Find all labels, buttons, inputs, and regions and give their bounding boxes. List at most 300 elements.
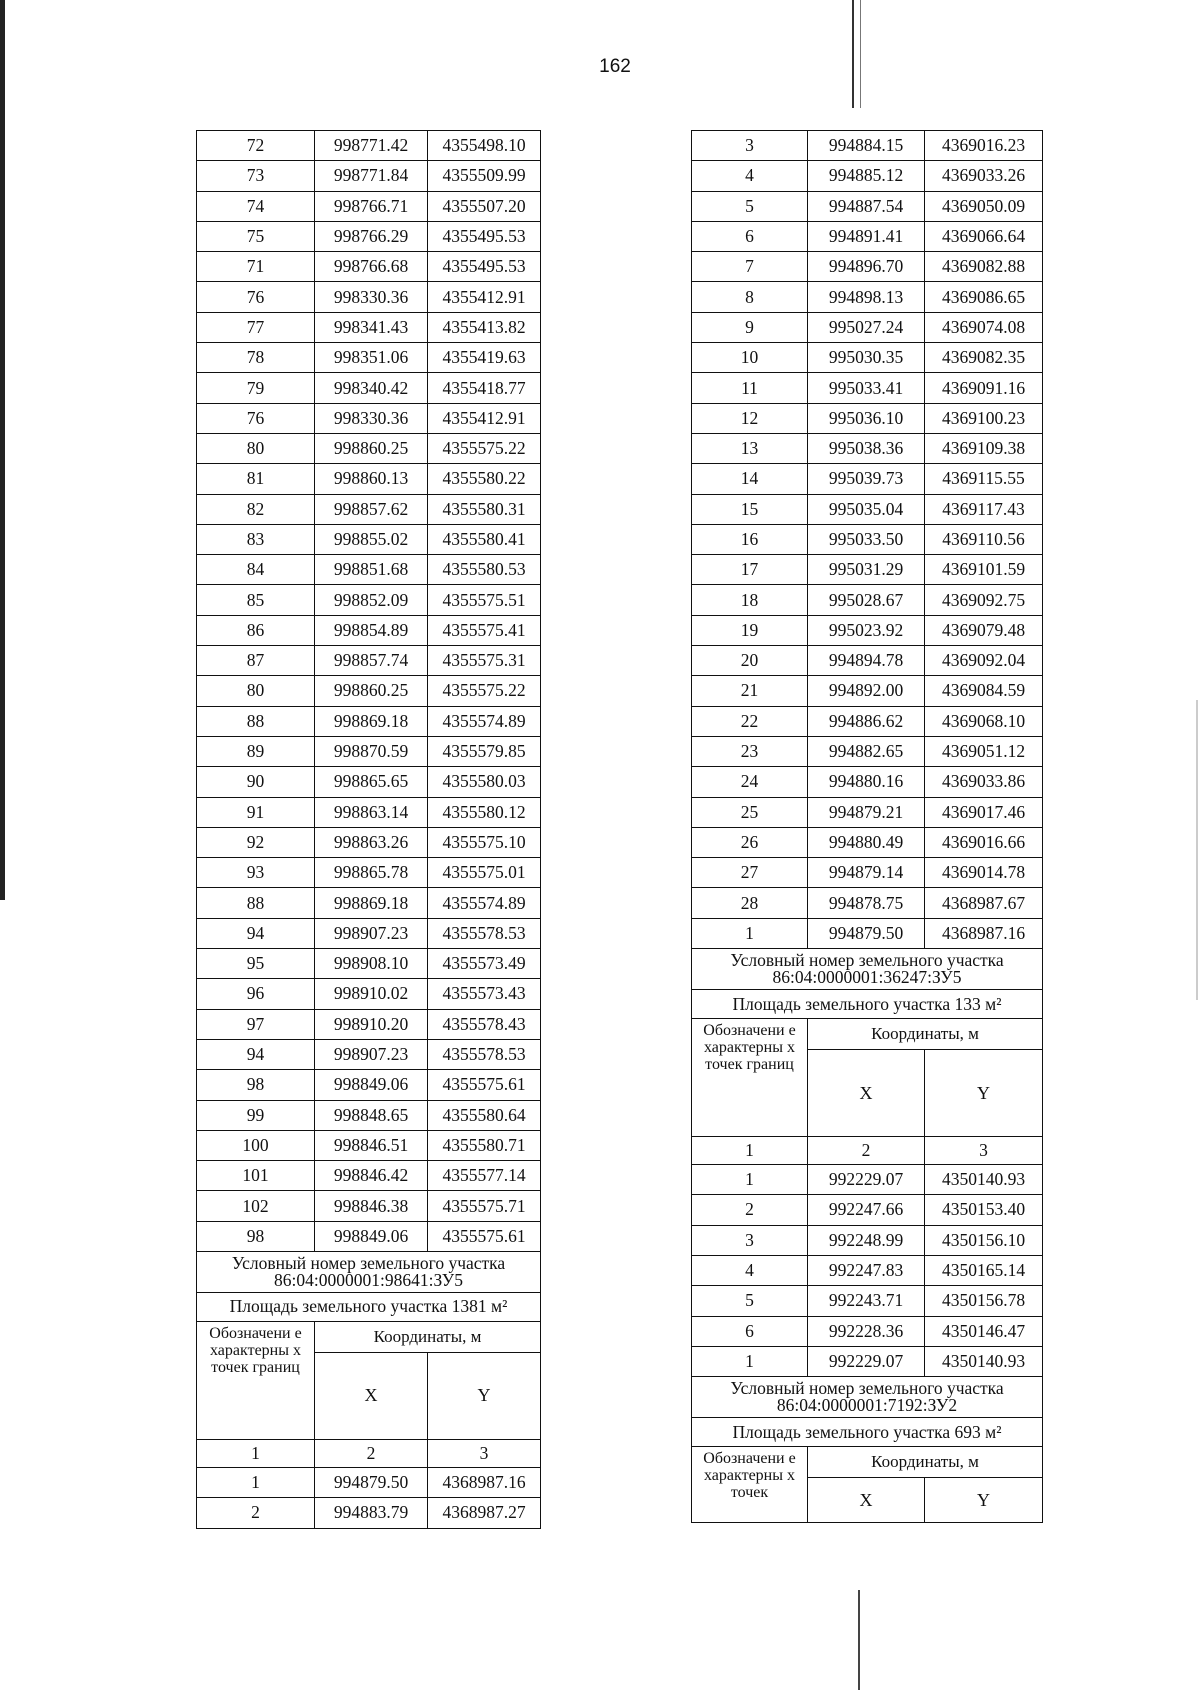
point-number: 1 xyxy=(197,1467,315,1497)
y-coordinate: 4355575.41 xyxy=(428,615,541,645)
y-coordinate: 4355578.53 xyxy=(428,918,541,948)
y-coordinate: 4355580.71 xyxy=(428,1130,541,1160)
table-row xyxy=(197,1191,541,1221)
header-designation: Обозначени е характерны х точек границ xyxy=(197,1321,315,1439)
parcel-zu5-36247-body xyxy=(692,1165,1043,1377)
point-number: 72 xyxy=(197,131,315,161)
y-coordinate: 4355412.91 xyxy=(428,282,541,312)
table-row xyxy=(197,1467,541,1497)
x-coordinate: 994894.78 xyxy=(808,646,925,676)
x-coordinate: 995038.36 xyxy=(808,433,925,463)
y-coordinate: 4369017.46 xyxy=(925,797,1043,827)
y-coordinate: 4369033.86 xyxy=(925,767,1043,797)
point-number: 83 xyxy=(197,524,315,554)
y-coordinate: 4369016.66 xyxy=(925,827,1043,857)
point-number: 95 xyxy=(197,949,315,979)
x-coordinate: 998857.62 xyxy=(315,494,428,524)
table-row xyxy=(197,555,541,585)
y-coordinate: 4369109.38 xyxy=(925,433,1043,463)
y-coordinate: 4355575.51 xyxy=(428,585,541,615)
y-coordinate: 4355495.53 xyxy=(428,252,541,282)
y-coordinate: 4369110.56 xyxy=(925,524,1043,554)
table-row xyxy=(197,1498,541,1528)
y-coordinate: 4355575.01 xyxy=(428,858,541,888)
x-coordinate: 995030.35 xyxy=(808,343,925,373)
point-number: 11 xyxy=(692,373,808,403)
table-row xyxy=(197,736,541,766)
table-row xyxy=(692,1165,1043,1195)
point-number: 81 xyxy=(197,464,315,494)
table-row xyxy=(197,161,541,191)
point-number: 85 xyxy=(197,585,315,615)
y-coordinate: 4350146.47 xyxy=(925,1316,1043,1346)
point-number: 13 xyxy=(692,433,808,463)
point-number: 18 xyxy=(692,585,808,615)
header-coordinates: Координаты, м xyxy=(808,1447,1043,1478)
point-number: 9 xyxy=(692,312,808,342)
x-coordinate: 994879.14 xyxy=(808,858,925,888)
point-number: 1 xyxy=(692,1346,808,1376)
y-coordinate: 4355580.22 xyxy=(428,464,541,494)
x-coordinate: 998330.36 xyxy=(315,403,428,433)
x-coordinate: 998846.38 xyxy=(315,1191,428,1221)
point-number: 25 xyxy=(692,797,808,827)
x-coordinate: 995039.73 xyxy=(808,464,925,494)
table-row xyxy=(197,373,541,403)
parcel-area-row xyxy=(197,1292,541,1321)
x-coordinate: 998846.42 xyxy=(315,1161,428,1191)
y-coordinate: 4369068.10 xyxy=(925,706,1043,736)
y-coordinate: 4355575.71 xyxy=(428,1191,541,1221)
table-row xyxy=(197,979,541,1009)
table-row xyxy=(197,767,541,797)
table-row xyxy=(197,646,541,676)
x-coordinate: 995028.67 xyxy=(808,585,925,615)
page-number: 162 xyxy=(599,56,631,77)
x-coordinate: 998846.51 xyxy=(315,1130,428,1160)
table-row xyxy=(692,221,1043,251)
table-row xyxy=(692,282,1043,312)
y-coordinate: 4368987.16 xyxy=(428,1467,541,1497)
y-coordinate: 4369050.09 xyxy=(925,191,1043,221)
scan-binding-line-top xyxy=(852,0,854,108)
y-coordinate: 4355507.20 xyxy=(428,191,541,221)
column-numbers-row xyxy=(692,1137,1043,1165)
point-number: 6 xyxy=(692,1316,808,1346)
parcel-zu5-98641-body xyxy=(197,1467,541,1528)
y-coordinate: 4355509.99 xyxy=(428,161,541,191)
left-coordinates-table xyxy=(196,130,541,1529)
y-coordinate: 4355580.12 xyxy=(428,797,541,827)
y-coordinate: 4369091.16 xyxy=(925,373,1043,403)
x-coordinate: 992248.99 xyxy=(808,1225,925,1255)
table-row xyxy=(197,433,541,463)
x-coordinate: 994883.79 xyxy=(315,1498,428,1528)
x-coordinate: 995027.24 xyxy=(808,312,925,342)
point-number: 86 xyxy=(197,615,315,645)
y-coordinate: 4350156.10 xyxy=(925,1225,1043,1255)
table-row xyxy=(692,131,1043,161)
y-coordinate: 4350140.93 xyxy=(925,1346,1043,1376)
x-coordinate: 995033.41 xyxy=(808,373,925,403)
scan-edge-left xyxy=(0,0,5,900)
table-row xyxy=(692,706,1043,736)
x-coordinate: 998848.65 xyxy=(315,1100,428,1130)
parcel-zu2-7192-section xyxy=(692,1377,1043,1523)
table-row xyxy=(692,1225,1043,1255)
x-coordinate: 998766.68 xyxy=(315,252,428,282)
parcel-area: Площадь земельного участка 1381 м² xyxy=(197,1292,541,1321)
x-coordinate: 994882.65 xyxy=(808,736,925,766)
point-number: 78 xyxy=(197,343,315,373)
table-row xyxy=(197,524,541,554)
x-coordinate: 994887.54 xyxy=(808,191,925,221)
x-coordinate: 995036.10 xyxy=(808,403,925,433)
point-number: 96 xyxy=(197,979,315,1009)
point-number: 6 xyxy=(692,221,808,251)
y-coordinate: 4355580.64 xyxy=(428,1100,541,1130)
table-row xyxy=(692,585,1043,615)
table-row xyxy=(197,1009,541,1039)
point-number: 27 xyxy=(692,858,808,888)
point-number: 90 xyxy=(197,767,315,797)
table-row xyxy=(197,1161,541,1191)
y-coordinate: 4355580.03 xyxy=(428,767,541,797)
table-row xyxy=(692,555,1043,585)
table-row xyxy=(197,949,541,979)
table-row xyxy=(692,827,1043,857)
parcel-caption: Условный номер земельного участка 86:04:0000001:98641:ЗУ5 xyxy=(197,1251,541,1292)
point-number: 94 xyxy=(197,918,315,948)
left-coordinates-body xyxy=(197,131,541,1252)
table-row xyxy=(692,1346,1043,1376)
header-x: X xyxy=(808,1050,925,1137)
table-row xyxy=(692,1316,1043,1346)
table-row xyxy=(197,252,541,282)
parcel-caption-row xyxy=(197,1251,541,1292)
x-coordinate: 998865.65 xyxy=(315,767,428,797)
right-coordinates-body xyxy=(692,131,1043,949)
y-coordinate: 4355580.31 xyxy=(428,494,541,524)
point-number: 98 xyxy=(197,1070,315,1100)
x-coordinate: 992247.83 xyxy=(808,1255,925,1285)
point-number: 3 xyxy=(692,1225,808,1255)
x-coordinate: 994879.50 xyxy=(808,918,925,948)
point-number: 92 xyxy=(197,827,315,857)
x-coordinate: 998860.13 xyxy=(315,464,428,494)
right-coordinates-table xyxy=(691,130,1043,1523)
x-coordinate: 998766.71 xyxy=(315,191,428,221)
table-row xyxy=(197,282,541,312)
point-number: 16 xyxy=(692,524,808,554)
x-coordinate: 992229.07 xyxy=(808,1346,925,1376)
y-coordinate: 4355418.77 xyxy=(428,373,541,403)
y-coordinate: 4355574.89 xyxy=(428,888,541,918)
point-number: 82 xyxy=(197,494,315,524)
y-coordinate: 4369079.48 xyxy=(925,615,1043,645)
table-row xyxy=(692,252,1043,282)
table-row xyxy=(692,1286,1043,1316)
header-coordinates: Координаты, м xyxy=(315,1321,541,1352)
x-coordinate: 998857.74 xyxy=(315,646,428,676)
column-number: 1 xyxy=(692,1137,808,1165)
header-y: Y xyxy=(925,1478,1043,1523)
column-number: 1 xyxy=(197,1439,315,1467)
point-number: 22 xyxy=(692,706,808,736)
y-coordinate: 4355575.31 xyxy=(428,646,541,676)
x-coordinate: 998851.68 xyxy=(315,555,428,585)
x-coordinate: 994880.16 xyxy=(808,767,925,797)
point-number: 15 xyxy=(692,494,808,524)
x-coordinate: 998870.59 xyxy=(315,736,428,766)
parcel-area-row xyxy=(692,990,1043,1019)
y-coordinate: 4368987.16 xyxy=(925,918,1043,948)
point-number: 4 xyxy=(692,1255,808,1285)
parcel-caption: Условный номер земельного участка 86:04:0000001:36247:ЗУ5 xyxy=(692,949,1043,990)
x-coordinate: 994878.75 xyxy=(808,888,925,918)
parcel-zu5-98641-section xyxy=(197,1251,541,1467)
scan-edge-right xyxy=(1196,700,1198,1000)
point-number: 76 xyxy=(197,282,315,312)
x-coordinate: 994885.12 xyxy=(808,161,925,191)
x-coordinate: 995035.04 xyxy=(808,494,925,524)
point-number: 91 xyxy=(197,797,315,827)
header-designation: Обозначени е характерны х точек границ xyxy=(692,1019,808,1137)
x-coordinate: 998341.43 xyxy=(315,312,428,342)
point-number: 12 xyxy=(692,403,808,433)
point-number: 87 xyxy=(197,646,315,676)
header-x: X xyxy=(808,1478,925,1523)
scan-binding-line-bottom xyxy=(858,1590,860,1690)
x-coordinate: 998849.06 xyxy=(315,1070,428,1100)
point-number: 101 xyxy=(197,1161,315,1191)
x-coordinate: 994879.21 xyxy=(808,797,925,827)
table-row xyxy=(197,1221,541,1251)
table-row xyxy=(197,615,541,645)
x-coordinate: 998860.25 xyxy=(315,676,428,706)
column-number: 3 xyxy=(925,1137,1043,1165)
y-coordinate: 4355578.43 xyxy=(428,1009,541,1039)
point-number: 76 xyxy=(197,403,315,433)
point-number: 3 xyxy=(692,131,808,161)
x-coordinate: 998852.09 xyxy=(315,585,428,615)
x-coordinate: 995031.29 xyxy=(808,555,925,585)
point-number: 20 xyxy=(692,646,808,676)
point-number: 94 xyxy=(197,1039,315,1069)
point-number: 2 xyxy=(197,1498,315,1528)
table-row xyxy=(197,918,541,948)
x-coordinate: 992243.71 xyxy=(808,1286,925,1316)
table-row xyxy=(692,494,1043,524)
header-row xyxy=(692,1019,1043,1050)
table-row xyxy=(692,191,1043,221)
y-coordinate: 4369016.23 xyxy=(925,131,1043,161)
parcel-area-row xyxy=(692,1418,1043,1447)
y-coordinate: 4369082.35 xyxy=(925,343,1043,373)
header-y: Y xyxy=(428,1352,541,1439)
y-coordinate: 4355575.61 xyxy=(428,1221,541,1251)
y-coordinate: 4369100.23 xyxy=(925,403,1043,433)
header-row xyxy=(692,1447,1043,1478)
table-row xyxy=(197,797,541,827)
table-row xyxy=(692,615,1043,645)
point-number: 80 xyxy=(197,676,315,706)
table-row xyxy=(692,433,1043,463)
column-number: 2 xyxy=(808,1137,925,1165)
table-row xyxy=(692,403,1043,433)
x-coordinate: 998330.36 xyxy=(315,282,428,312)
y-coordinate: 4355575.61 xyxy=(428,1070,541,1100)
x-coordinate: 998340.42 xyxy=(315,373,428,403)
x-coordinate: 994898.13 xyxy=(808,282,925,312)
x-coordinate: 998854.89 xyxy=(315,615,428,645)
point-number: 73 xyxy=(197,161,315,191)
table-row xyxy=(692,343,1043,373)
table-row xyxy=(197,888,541,918)
y-coordinate: 4369092.75 xyxy=(925,585,1043,615)
point-number: 14 xyxy=(692,464,808,494)
point-number: 1 xyxy=(692,918,808,948)
x-coordinate: 992247.66 xyxy=(808,1195,925,1225)
y-coordinate: 4369115.55 xyxy=(925,464,1043,494)
y-coordinate: 4369082.88 xyxy=(925,252,1043,282)
x-coordinate: 998907.23 xyxy=(315,1039,428,1069)
table-row xyxy=(197,1130,541,1160)
y-coordinate: 4369117.43 xyxy=(925,494,1043,524)
table-row xyxy=(692,888,1043,918)
x-coordinate: 998869.18 xyxy=(315,888,428,918)
x-coordinate: 994884.15 xyxy=(808,131,925,161)
point-number: 84 xyxy=(197,555,315,585)
table-row xyxy=(692,736,1043,766)
point-number: 8 xyxy=(692,282,808,312)
point-number: 79 xyxy=(197,373,315,403)
table-row xyxy=(692,373,1043,403)
x-coordinate: 998771.42 xyxy=(315,131,428,161)
table-row xyxy=(197,464,541,494)
point-number: 80 xyxy=(197,433,315,463)
y-coordinate: 4355575.22 xyxy=(428,433,541,463)
y-coordinate: 4350153.40 xyxy=(925,1195,1043,1225)
y-coordinate: 4355573.49 xyxy=(428,949,541,979)
point-number: 7 xyxy=(692,252,808,282)
table-row xyxy=(692,918,1043,948)
x-coordinate: 994879.50 xyxy=(315,1467,428,1497)
y-coordinate: 4369084.59 xyxy=(925,676,1043,706)
x-coordinate: 994892.00 xyxy=(808,676,925,706)
x-coordinate: 998910.20 xyxy=(315,1009,428,1039)
x-coordinate: 998849.06 xyxy=(315,1221,428,1251)
y-coordinate: 4355580.41 xyxy=(428,524,541,554)
column-number: 3 xyxy=(428,1439,541,1467)
table-row xyxy=(197,221,541,251)
point-number: 77 xyxy=(197,312,315,342)
table-row xyxy=(692,1255,1043,1285)
point-number: 24 xyxy=(692,767,808,797)
y-coordinate: 4369066.64 xyxy=(925,221,1043,251)
header-x: X xyxy=(315,1352,428,1439)
y-coordinate: 4369051.12 xyxy=(925,736,1043,766)
y-coordinate: 4355573.43 xyxy=(428,979,541,1009)
header-coordinates: Координаты, м xyxy=(808,1019,1043,1050)
point-number: 89 xyxy=(197,736,315,766)
table-row xyxy=(197,585,541,615)
table-row xyxy=(692,161,1043,191)
y-coordinate: 4350140.93 xyxy=(925,1165,1043,1195)
y-coordinate: 4355577.14 xyxy=(428,1161,541,1191)
point-number: 100 xyxy=(197,1130,315,1160)
y-coordinate: 4355579.85 xyxy=(428,736,541,766)
x-coordinate: 998771.84 xyxy=(315,161,428,191)
y-coordinate: 4369014.78 xyxy=(925,858,1043,888)
point-number: 88 xyxy=(197,706,315,736)
x-coordinate: 995023.92 xyxy=(808,615,925,645)
y-coordinate: 4355575.22 xyxy=(428,676,541,706)
table-row xyxy=(692,524,1043,554)
table-row xyxy=(692,1195,1043,1225)
header-designation: Обозначени е характерны х точек xyxy=(692,1447,808,1523)
x-coordinate: 998908.10 xyxy=(315,949,428,979)
parcel-area: Площадь земельного участка 693 м² xyxy=(692,1418,1043,1447)
table-row xyxy=(692,646,1043,676)
column-numbers-row xyxy=(197,1439,541,1467)
table-row xyxy=(197,131,541,161)
y-coordinate: 4369074.08 xyxy=(925,312,1043,342)
y-coordinate: 4355578.53 xyxy=(428,1039,541,1069)
x-coordinate: 998865.78 xyxy=(315,858,428,888)
point-number: 26 xyxy=(692,827,808,857)
parcel-caption-row xyxy=(692,1377,1043,1418)
table-row xyxy=(197,494,541,524)
parcel-caption: Условный номер земельного участка 86:04:0000001:7192:ЗУ2 xyxy=(692,1377,1043,1418)
y-coordinate: 4350165.14 xyxy=(925,1255,1043,1285)
point-number: 99 xyxy=(197,1100,315,1130)
header-row xyxy=(197,1321,541,1352)
x-coordinate: 994896.70 xyxy=(808,252,925,282)
table-row xyxy=(197,827,541,857)
table-row xyxy=(197,343,541,373)
y-coordinate: 4355580.53 xyxy=(428,555,541,585)
y-coordinate: 4355575.10 xyxy=(428,827,541,857)
point-number: 98 xyxy=(197,1221,315,1251)
point-number: 5 xyxy=(692,191,808,221)
x-coordinate: 998863.26 xyxy=(315,827,428,857)
table-row xyxy=(197,191,541,221)
y-coordinate: 4368987.67 xyxy=(925,888,1043,918)
y-coordinate: 4355412.91 xyxy=(428,403,541,433)
scan-binding-line-top-faint xyxy=(860,0,861,108)
x-coordinate: 995033.50 xyxy=(808,524,925,554)
y-coordinate: 4369101.59 xyxy=(925,555,1043,585)
table-row xyxy=(692,464,1043,494)
y-coordinate: 4369092.04 xyxy=(925,646,1043,676)
y-coordinate: 4369086.65 xyxy=(925,282,1043,312)
parcel-caption-row xyxy=(692,949,1043,990)
x-coordinate: 998910.02 xyxy=(315,979,428,1009)
x-coordinate: 998860.25 xyxy=(315,433,428,463)
y-coordinate: 4368987.27 xyxy=(428,1498,541,1528)
x-coordinate: 994886.62 xyxy=(808,706,925,736)
point-number: 93 xyxy=(197,858,315,888)
table-row xyxy=(692,858,1043,888)
x-coordinate: 994880.49 xyxy=(808,827,925,857)
point-number: 4 xyxy=(692,161,808,191)
parcel-area: Площадь земельного участка 133 м² xyxy=(692,990,1043,1019)
point-number: 17 xyxy=(692,555,808,585)
table-row xyxy=(197,706,541,736)
x-coordinate: 998863.14 xyxy=(315,797,428,827)
x-coordinate: 998907.23 xyxy=(315,918,428,948)
